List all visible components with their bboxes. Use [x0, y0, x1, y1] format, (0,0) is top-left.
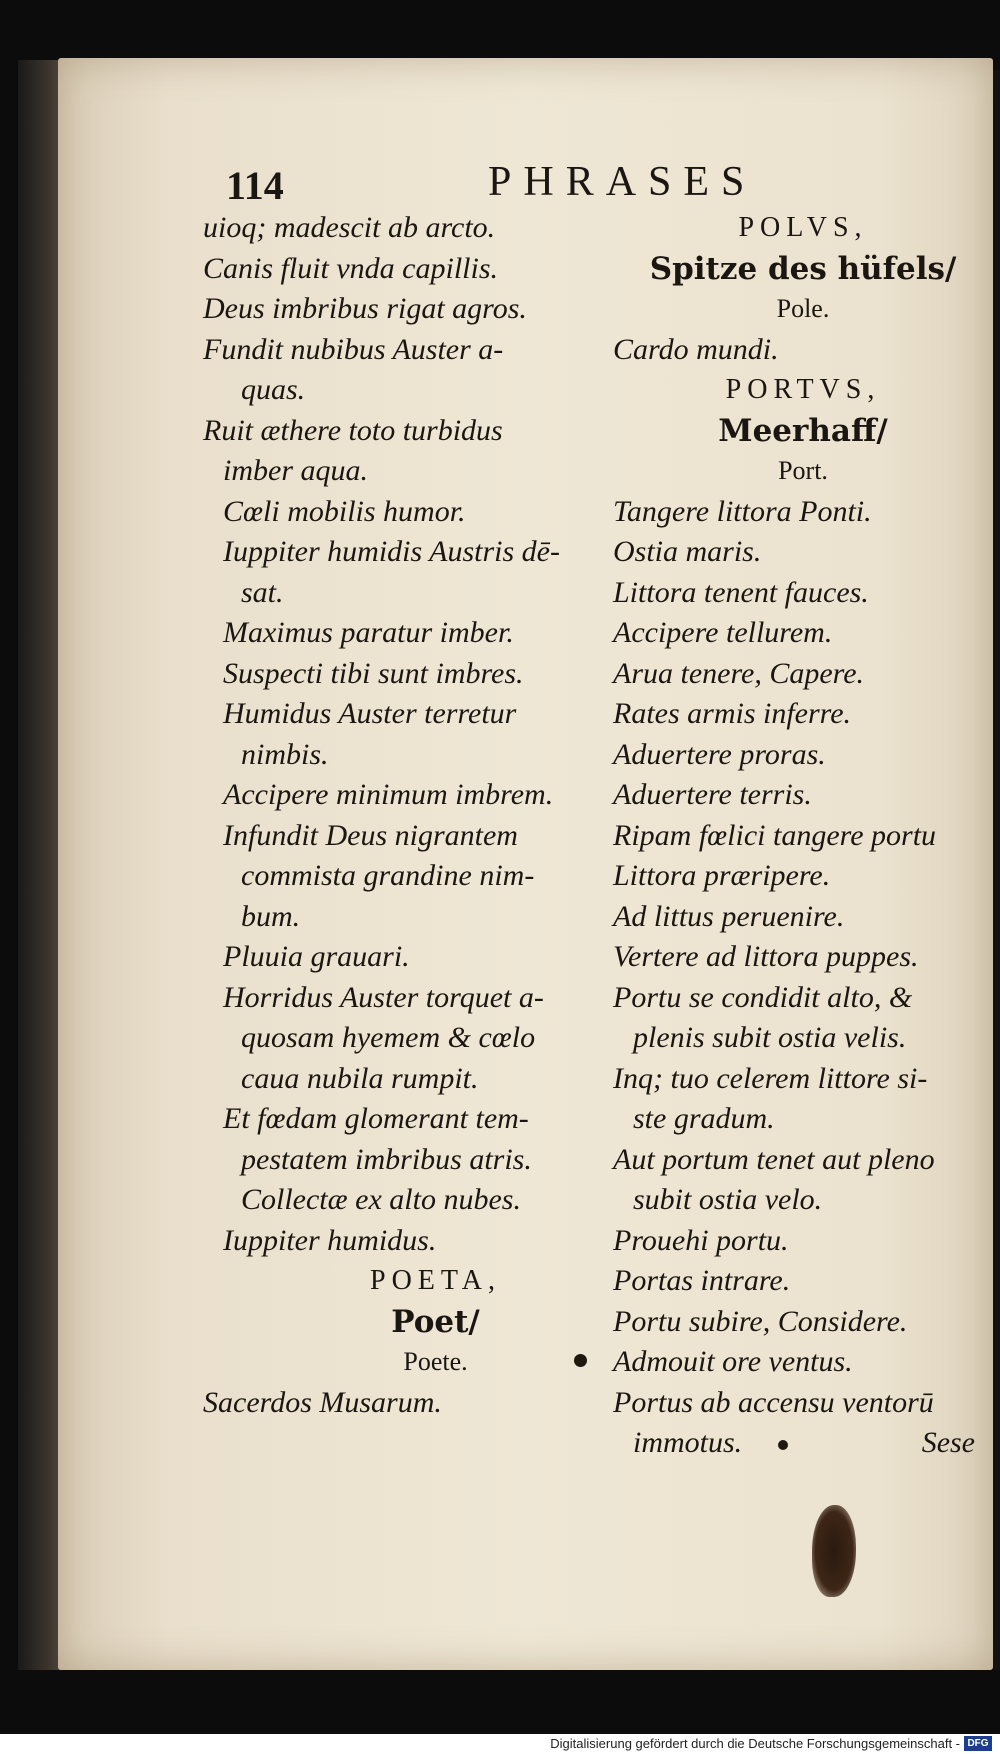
text-line: Prouehi portu.: [613, 1223, 789, 1257]
text-line: Infundit Deus nigrantem: [223, 818, 518, 852]
text-line: Accipere tellurem.: [613, 616, 833, 649]
text-line: Cœli mobilis humor.: [223, 494, 466, 528]
text-line: imber aqua.: [223, 454, 368, 487]
page-number: 114: [226, 163, 284, 208]
section-heading-german: Spitze des hüfels/: [649, 250, 957, 287]
section-heading-french: Pole.: [776, 294, 830, 323]
section-heading-latin: PORTVS,: [725, 374, 881, 405]
text-line: Deus imbribus rigat agros.: [203, 292, 527, 325]
text-line: Aut portum tenet aut pleno: [613, 1142, 935, 1176]
text-line: Maximus paratur imber.: [223, 616, 514, 649]
text-line: Et fœdam glomerant tem-: [223, 1102, 529, 1135]
section-heading-german: Meerhaff/: [718, 412, 888, 449]
text-line: Collectæ ex alto nubes.: [241, 1183, 521, 1216]
ink-dot: [778, 1440, 788, 1450]
text-line: Ostia maris.: [613, 535, 762, 568]
text-line: Littora tenent fauces.: [613, 575, 869, 609]
text-line: Tangere littora Ponti.: [613, 494, 872, 528]
digitization-credit: Digitalisierung gefördert durch die Deutsche Forschungsgemeinschaft -: [550, 1736, 960, 1751]
text-line: [613, 1423, 993, 1464]
left-column: [203, 208, 668, 1423]
ink-stain: [812, 1505, 856, 1597]
text-line: nimbis.: [241, 737, 329, 771]
text-line: Sacerdos Musarum.: [203, 1385, 442, 1419]
text-line: Ad littus peruenire.: [613, 899, 845, 933]
text-line: bum.: [241, 899, 301, 933]
section-heading-french: Poete.: [403, 1347, 468, 1376]
catchword: Sese: [921, 1426, 975, 1459]
text-line: Ripam fœlici tangere portu: [613, 818, 937, 852]
book-page: [58, 58, 993, 1670]
running-head: PHRASES: [488, 159, 757, 205]
text-line: Horridus Auster torquet a-: [223, 980, 544, 1014]
section-heading-french: Port.: [778, 456, 828, 485]
text-line: Portus ab accensu ventorū: [613, 1385, 934, 1419]
text-line: Suspecti tibi sunt imbres.: [223, 656, 524, 690]
text-line: quas.: [241, 373, 306, 406]
text-line: Iuppiter humidis Austris dē-: [223, 535, 560, 568]
text-line: caua nubila rumpit.: [241, 1061, 479, 1095]
text-line: ste gradum.: [633, 1102, 775, 1135]
text-line: Vertere ad littora puppes.: [613, 940, 919, 973]
section-heading-latin: POLVS,: [738, 212, 868, 243]
text-line: Inq; tuo celerem littore si-: [613, 1061, 928, 1095]
text-line: sat.: [241, 575, 284, 609]
text-line: Portas intrare.: [613, 1264, 791, 1297]
text-line: uioq; madescit ab arcto.: [203, 211, 496, 244]
text-line: pestatem imbribus atris.: [241, 1142, 532, 1176]
text-line: subit ostia velo.: [633, 1183, 823, 1216]
text-line: Accipere minimum imbrem.: [223, 778, 554, 811]
section-heading-latin: POETA,: [370, 1265, 501, 1296]
text-line: quosam hyemem & cœlo: [241, 1021, 536, 1054]
dfg-logo: DFG: [964, 1736, 992, 1751]
text-line: Iuppiter humidus.: [223, 1223, 437, 1257]
text-line: commista grandine nim-: [241, 859, 535, 892]
text-line: Ruit æthere toto turbidus: [203, 413, 503, 447]
text-line: plenis subit ostia velis.: [633, 1021, 907, 1054]
text-line: Cardo mundi.: [613, 332, 779, 366]
text-line: Canis fluit vnda capillis.: [203, 251, 499, 285]
text-line: Rates armis inferre.: [613, 697, 852, 730]
text-line: Fundit nubibus Auster a-: [203, 332, 504, 366]
text-line: Pluuia grauari.: [223, 940, 410, 973]
page-header: [58, 154, 993, 214]
ink-dot: [574, 1354, 587, 1367]
right-column: [613, 208, 993, 1464]
text-line: Arua tenere, Capere.: [613, 656, 865, 690]
text-line: Admouit ore ventus.: [613, 1345, 853, 1378]
text-line: Humidus Auster terretur: [223, 697, 517, 730]
text-line: Portu se condidit alto, &: [613, 980, 913, 1014]
text-line: Portu subire, Considere.: [613, 1304, 908, 1338]
text-line: Littora præripere.: [613, 859, 831, 892]
text-line: Aduertere proras.: [613, 737, 826, 771]
text-line-part: immotus.: [633, 1426, 743, 1459]
text-line: Aduertere terris.: [613, 778, 812, 811]
section-heading-german: Poet/: [391, 1303, 480, 1340]
